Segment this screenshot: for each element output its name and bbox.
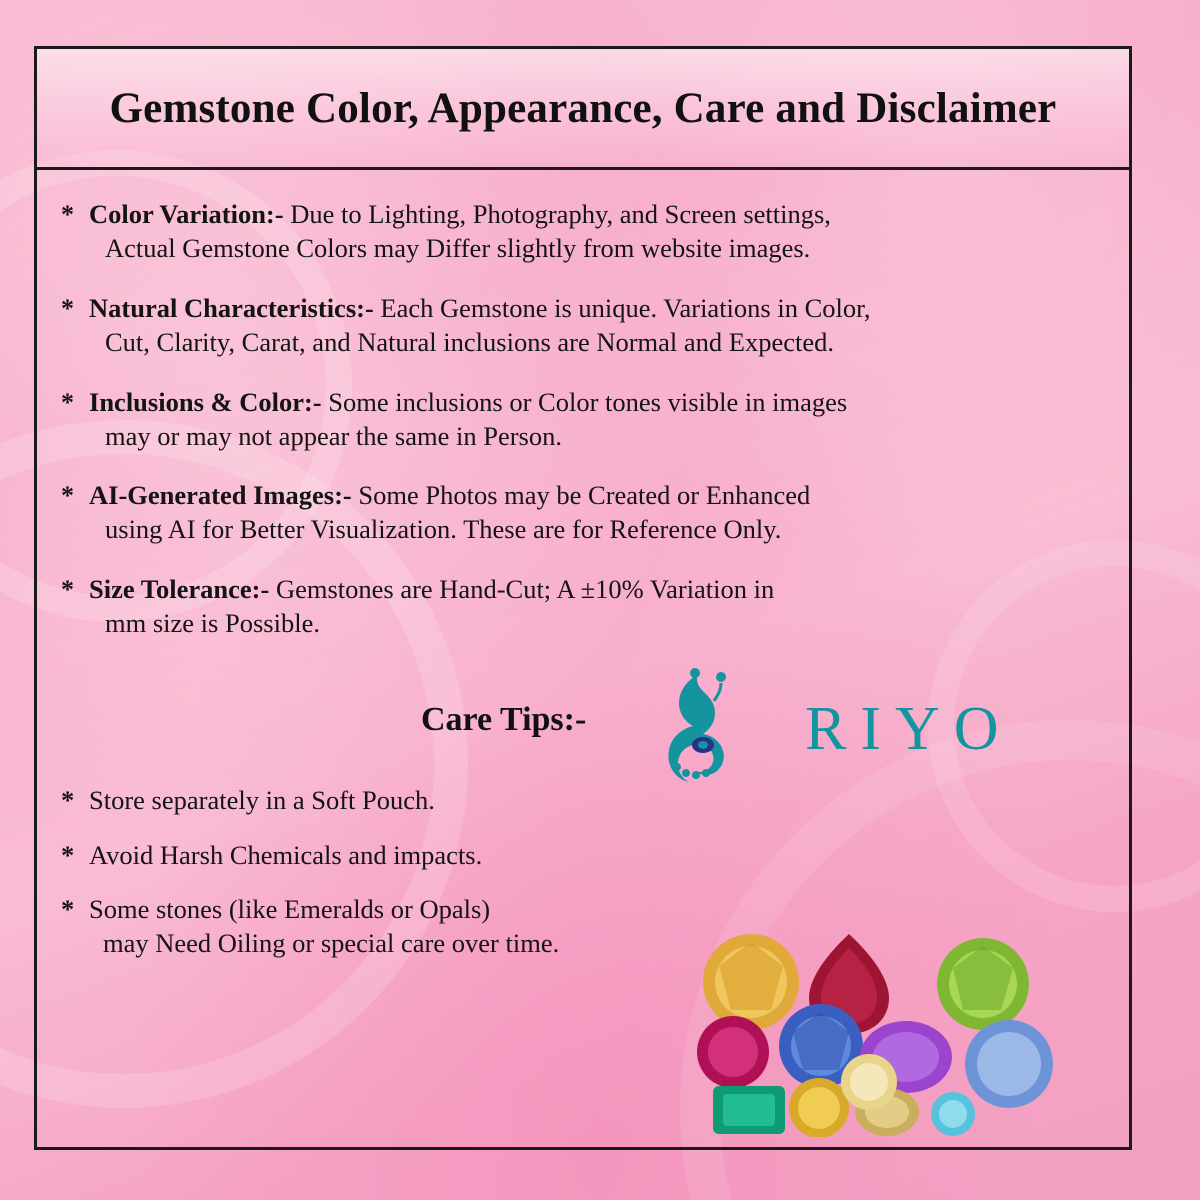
disclaimer-text: Some Photos may be Created or Enhanced bbox=[351, 480, 811, 511]
disclaimer-text: Each Gemstone is unique. Variations in Color, bbox=[373, 292, 871, 323]
disclaimer-label: Color Variation:- bbox=[89, 199, 284, 229]
care-tip-text: Some stones (like Emeralds or Opals) bbox=[89, 893, 491, 924]
care-tip-item bbox=[59, 838, 1103, 872]
disclaimer-label: Size Tolerance:- bbox=[89, 574, 270, 605]
brand-name: RIYO bbox=[805, 694, 1013, 763]
disclaimer-label: Natural Characteristics:- bbox=[89, 292, 374, 323]
disclaimer-text-cont: Cut, Clarity, Carat, and Natural inclusions are Normal and Expected. bbox=[105, 326, 835, 357]
disclaimer-text: Some inclusions or Color tones visible in images bbox=[321, 386, 848, 417]
bullet-star-icon: * bbox=[61, 575, 74, 605]
care-tip-text: Avoid Harsh Chemicals and impacts. bbox=[89, 839, 483, 870]
disclaimer-label: Inclusions & Color:- bbox=[89, 386, 322, 417]
care-tips-header-row bbox=[59, 667, 1103, 777]
bullet-star-icon: * bbox=[61, 481, 74, 511]
disclaimer-text-cont: may or may not appear the same in Person. bbox=[105, 420, 562, 451]
disclaimer-item bbox=[59, 479, 1103, 547]
disclaimer-text-cont: Actual Gemstone Colors may Differ slightly from website images. bbox=[105, 232, 811, 263]
page-title: Gemstone Color, Appearance, Care and Disclaimer bbox=[109, 84, 1057, 132]
bullet-star-icon: * bbox=[61, 293, 74, 323]
card-body bbox=[37, 170, 1129, 961]
care-tips-heading: Care Tips:- bbox=[421, 701, 587, 739]
bullet-star-icon: * bbox=[61, 200, 74, 229]
disclaimer-item bbox=[59, 198, 1103, 266]
care-tip-item bbox=[59, 783, 1103, 817]
brand-logo bbox=[659, 667, 1013, 790]
disclaimer-text: Gemstones are Hand-Cut; A ±10% Variation in bbox=[269, 574, 775, 605]
disclaimer-text-cont: mm size is Possible. bbox=[105, 608, 320, 639]
bullet-star-icon: * bbox=[61, 893, 75, 924]
disclaimer-item bbox=[59, 573, 1103, 641]
gemstone-cluster-icon bbox=[691, 922, 1111, 1137]
disclaimer-label: AI-Generated Images:- bbox=[89, 480, 352, 511]
care-tip-text-cont: may Need Oiling or special care over time. bbox=[103, 928, 560, 959]
peacock-icon bbox=[659, 667, 799, 790]
disclaimer-item bbox=[59, 292, 1103, 360]
disclaimer-card bbox=[34, 46, 1132, 1150]
bullet-star-icon: * bbox=[61, 839, 75, 870]
disclaimer-text: Due to Lighting, Photography, and Screen settings, bbox=[283, 199, 831, 229]
title-band bbox=[37, 49, 1129, 170]
care-tip-text: Store separately in a Soft Pouch. bbox=[89, 785, 435, 816]
bullet-star-icon: * bbox=[61, 785, 75, 816]
bullet-star-icon: * bbox=[61, 387, 74, 417]
disclaimer-text-cont: using AI for Better Visualization. These are for Reference Only. bbox=[105, 514, 782, 545]
disclaimer-item bbox=[59, 386, 1103, 454]
